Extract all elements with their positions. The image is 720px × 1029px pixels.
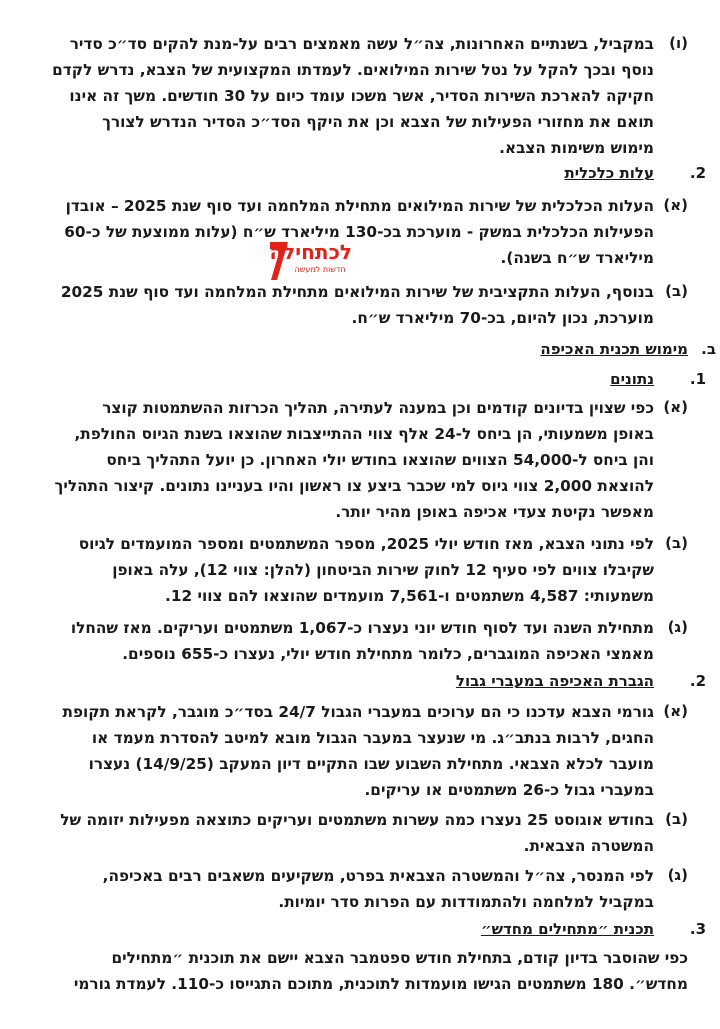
- section-2-number: 2.: [689, 164, 706, 182]
- section-2b-marker: (ב): [665, 282, 688, 300]
- section-2b-line-2: מוערכת, נכון להיום, בכ-70 מיליארד ש״ח.: [351, 309, 654, 327]
- section-2a-marker: (א): [663, 196, 688, 214]
- para-v-marker: (ו): [669, 34, 688, 52]
- section-b2-number: 2.: [689, 672, 706, 690]
- section-2a-line-2: הפעילות הכלכלית במשק - מוערכת בכ-130 מיליארד ש״ח (עלות ממוצעת של כ-60: [64, 223, 654, 241]
- section-b2a-marker: (א): [663, 702, 688, 720]
- section-b3-title: תכנית ״מתחילים מחדש״: [480, 920, 654, 938]
- section-b2a-line-3: מועבר לכלא הצבאי. מתחילת השבוע שבו התקיים דיון המעקב (14/9/25) נעצרו: [88, 755, 654, 773]
- section-b1a-line-3: והן ביחס ל-54,000 הצווים שהוצאו בחודש יולי האחרון. כן יועל התהליך ביחס: [106, 451, 654, 469]
- section-b1-title: נתונים: [610, 370, 654, 388]
- para-v-line-4: תואם את מחזורי הפעילות של הצבא וכן את היקף הסד״כ הסדיר הנדרש לצורך: [102, 113, 654, 131]
- section-b1c-line-1: מתחילת השנה ועד לסוף חודש יוני נעצרו כ-1,067 משתמטים ועריקים. מאז שהחלו: [70, 619, 654, 637]
- section-b2a-line-1: גורמי הצבא עדכנו כי הם ערוכים במעברי הגבול 24/7 בסד״כ מוגבר, לקראת תקופת: [62, 703, 654, 721]
- section-b1-number: 1.: [689, 370, 706, 388]
- section-b2-title: הגברת האכיפה במעברי גבול: [455, 672, 654, 690]
- section-2-title: עלות כלכלית: [564, 164, 654, 182]
- section-b1a-line-4: להוצאת 2,000 צווי גיוס למי שכבר ביצע צו ראשון והיו בעניינו נתונים. קיצור התהליך: [54, 477, 654, 495]
- section-2a-line-1: העלות הכלכלית של שירות המילואים מתחילת המלחמה ועד סוף שנת 2025 – אובדן: [65, 197, 654, 215]
- watermark-logo: [268, 238, 354, 284]
- section-2a-line-3: מיליארד ש״ח בשנה).: [500, 249, 654, 267]
- para-v-line-5: מימוש משימות הצבא.: [499, 139, 654, 157]
- logo-tagline: חדשות למעשה: [294, 265, 346, 274]
- section-b-title: מימוש תכנית האכיפה: [540, 340, 688, 358]
- section-b1b-marker: (ב): [665, 534, 688, 552]
- section-b1b-line-2: שקיבלו צווים לפי סעיף 12 לחוק שירות הביטחון (להלן: צווי 12), עלה באופן: [112, 561, 654, 579]
- section-b1c-marker: (ג): [667, 618, 688, 636]
- section-b1b-line-3: משמעותי: 4,587 משתמטים ו-7,561 מועמדים שהוצאו להם צווי 12.: [165, 587, 654, 605]
- para-v-line-3: חקיקה להארכת השירות הסדיר, אשר משכו עומד כיום על 30 חודשים. משך זה אינו: [69, 87, 654, 105]
- section-b1c-line-2: מאמצי האכיפה המוגברים, כלומר מתחילת חודש יולי, נעצרו כ-655 נוספים.: [122, 645, 654, 663]
- section-b2b-marker: (ב): [665, 810, 688, 828]
- section-b2a-line-2: החגים, לרבות בנתב״ג. מי שנעצר במעבר הגבול מובא למיטב להסדרת מעמד או: [91, 729, 654, 747]
- section-b-number: ב.: [701, 340, 716, 358]
- section-b1b-line-1: לפי נתוני הצבא, מאז חודש יולי 2025, מספר המשתמטים ומספר המועמדים לגיוס: [78, 535, 654, 553]
- section-b2c-line-2: במקביל למלחמה ולהתמודדות עם הפרות סדר יומיות.: [278, 893, 654, 911]
- section-b1a-line-2: באופן משמעותי, הן ביחס ל-24 אלף צווי ההתייצבות שהוצאו בשנת הגיוס החולפת,: [74, 425, 654, 443]
- section-b2b-line-1: בחודש אוגוסט 25 נעצרו כמה עשרות משתמטים ועריקים כתוצאה מפעילות יזומה של: [60, 811, 654, 829]
- section-b2c-marker: (ג): [667, 866, 688, 884]
- section-b3-line-1: כפי שהוסבר בדיון קודם, בתחילת חודש ספטמבר הצבא יישם את תוכנית ״מתחילים: [111, 949, 688, 967]
- section-b3-number: 3.: [689, 920, 706, 938]
- para-v-line-2: נוסף ובכך להקל על נטל שירות המילואים. לעמדתו המקצועית של הצבא, נדרש לקדם: [52, 61, 654, 79]
- logo-brand-text: לכתחילה: [269, 240, 352, 264]
- section-b3-line-2: מחדש״. 180 משתמטים הגישו מועמדות לתוכנית, מתוכם התגייסו כ-110. לעמדת גורמי: [73, 975, 688, 993]
- section-b1a-line-5: מאפשר נקיטת צעדי אכיפה באופן מהיר יותר.: [335, 503, 654, 521]
- section-b1a-line-1: כפי שצוין בדיונים קודמים וכן במענה לעתירה, תהליך הכרזות ההשתמטות קוצר: [102, 399, 654, 417]
- section-b2b-line-2: המשטרה הצבאית.: [523, 837, 654, 855]
- section-2b-line-1: בנוסף, העלות התקציבית של שירות המילואים מתחילת המלחמה ועד סוף שנת 2025: [60, 283, 654, 301]
- para-v-line-1: במקביל, בשנתיים האחרונות, צה״ל עשה מאמצים רבים על-מנת להקים סד״כ סדיר: [69, 35, 654, 53]
- section-b1a-marker: (א): [663, 398, 688, 416]
- section-b2c-line-1: לפי המנסר, צה״ל והמשטרה הצבאית בפרט, משקיעים משאבים רבים באכיפה,: [102, 867, 654, 885]
- section-b2a-line-4: במעברי גבול כ-26 משתמטים או עריקים.: [364, 781, 654, 799]
